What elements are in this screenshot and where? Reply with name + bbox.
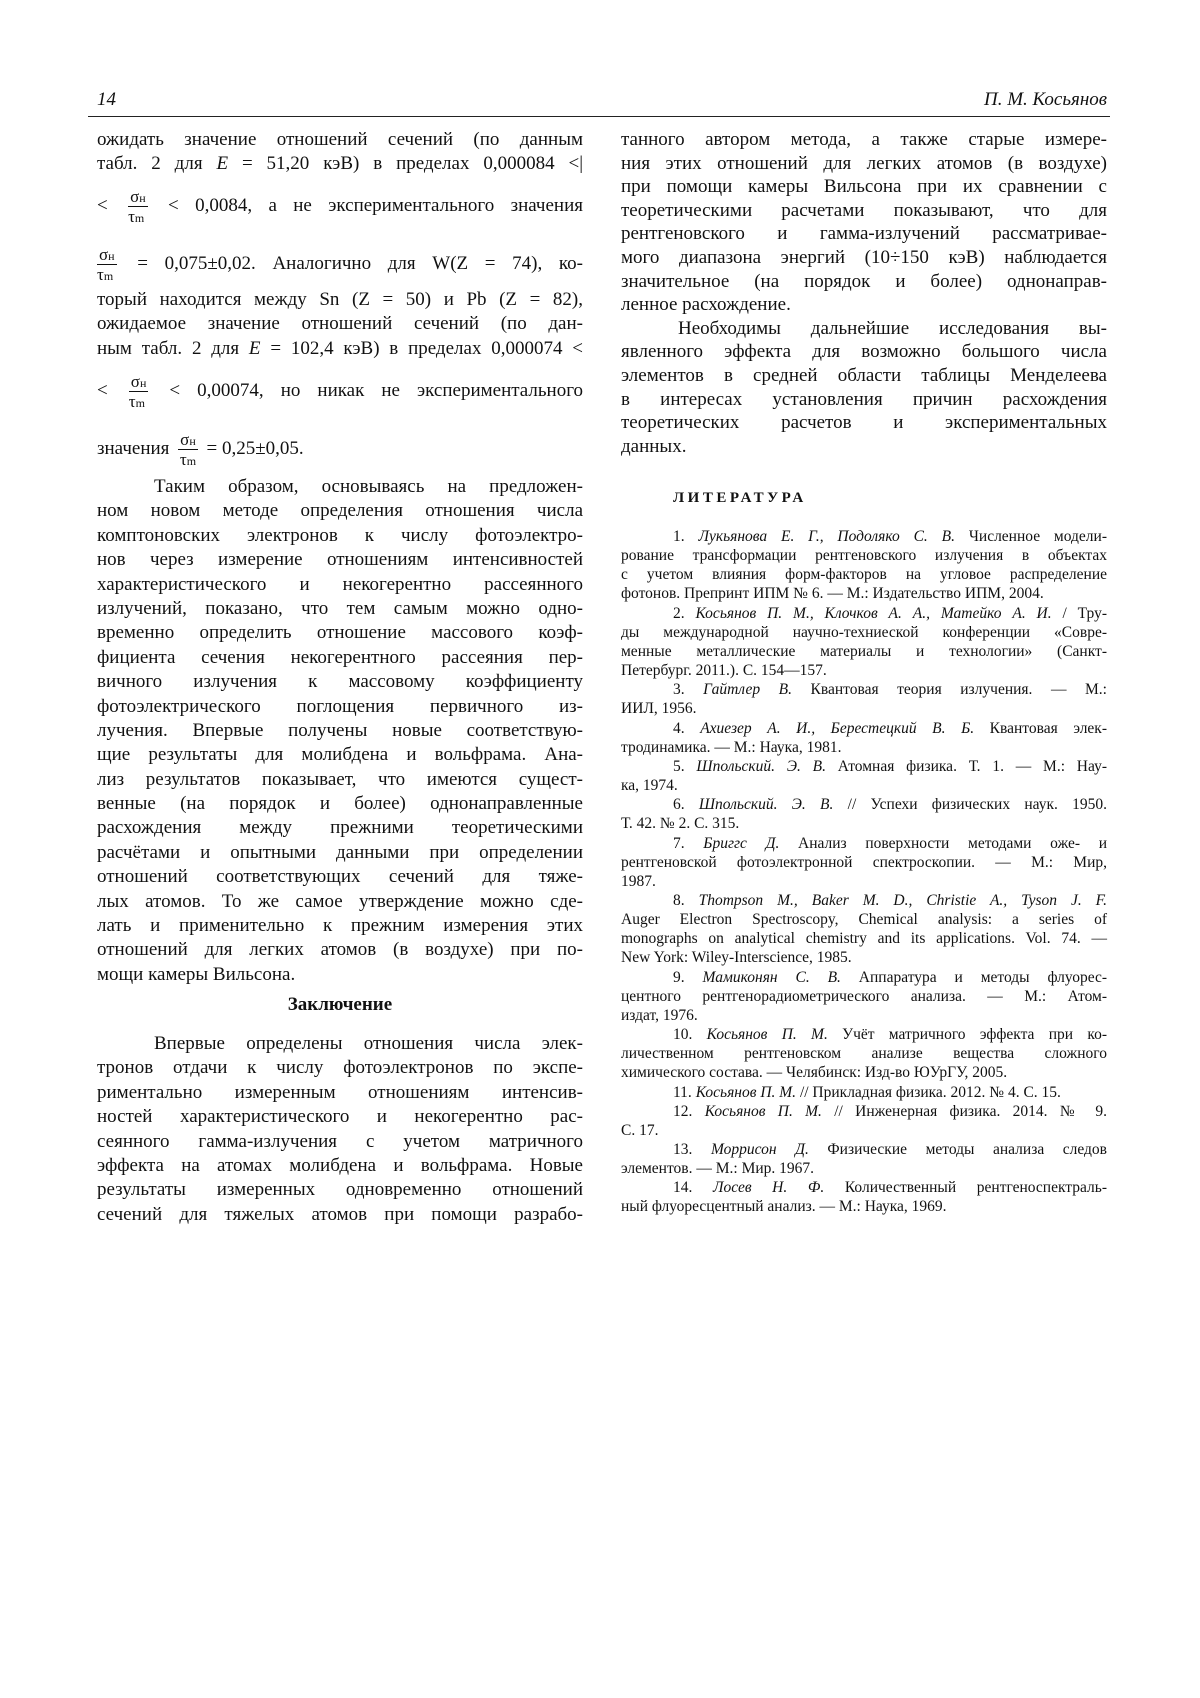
text-line: Необходимы дальнейшие исследования вы- bbox=[678, 317, 1107, 339]
reference-title: Учёт матричного эффекта при ко- bbox=[827, 1026, 1107, 1044]
text-line: рентгеновского и гамма-излучений рассматривае- bbox=[621, 223, 1107, 245]
reference-item bbox=[621, 527, 1107, 604]
reference-item bbox=[621, 1025, 1107, 1082]
text-line: венные (на порядок и более) однонаправленные bbox=[97, 793, 583, 815]
final-paragraph bbox=[621, 317, 1107, 459]
running-head-author: П. М. Косьянов bbox=[983, 89, 1107, 110]
text-line: лиз результатов показывает, что имеются сущест- bbox=[97, 768, 583, 790]
text-line: в интересах установления причин расхождения bbox=[621, 388, 1107, 410]
reference-line: фотонов. Препринт ИПМ № 6. — М.: Издательство ИПМ, 2004. bbox=[621, 585, 1044, 603]
reference-number: 4. bbox=[673, 719, 701, 737]
reference-line: личественном рентгеновском анализе вещества сложного bbox=[621, 1045, 1107, 1063]
reference-number: 11. bbox=[673, 1083, 696, 1101]
reference-line: Петербург. 2011.). С. 154—157. bbox=[621, 662, 827, 680]
text-line: лых атомов. То же самое утверждение можно сде- bbox=[97, 890, 583, 912]
formula-line-1: < $\frac{\sigma н}{\tau m}$ < 0,0084, а не экспериментального значения bbox=[97, 187, 583, 226]
left-text-block bbox=[97, 288, 583, 361]
text-line: результаты измеренных одновременно отношений bbox=[97, 1179, 583, 1201]
text-line: данных. bbox=[621, 435, 687, 457]
reference-authors: Моррисон Д. bbox=[710, 1141, 809, 1158]
reference-item bbox=[621, 1140, 1107, 1178]
reference-item bbox=[621, 1178, 1107, 1216]
text-line: нов через измерение отношениям интенсивностей bbox=[97, 549, 583, 571]
header-rule bbox=[88, 116, 1110, 117]
reference-title: / Тру- bbox=[1051, 604, 1107, 622]
page-number: 14 bbox=[97, 89, 116, 110]
reference-line: центного рентгенорадиометрического анализа. — М.: Атом- bbox=[621, 987, 1107, 1005]
reference-line: ка, 1974. bbox=[621, 777, 678, 795]
text-line: фициента сечения некогерентного рассеяния пер- bbox=[97, 646, 583, 668]
reference-title: Атомная физика. Т. 1. — М.: Нау- bbox=[825, 757, 1107, 775]
reference-first-line bbox=[621, 680, 1107, 699]
text-line: вичного излучения к массовому коэффициенту bbox=[97, 671, 583, 693]
reference-number: 10. bbox=[673, 1026, 707, 1044]
reference-title: // Успехи физических наук. 1950. bbox=[833, 796, 1108, 814]
text-line: сеянного гамма-излучения с учетом матричного bbox=[97, 1130, 583, 1152]
reference-first-line bbox=[621, 834, 1107, 853]
left-text-block bbox=[97, 128, 583, 177]
reference-list bbox=[621, 527, 1107, 1217]
text-line: теоретических расчетов и экспериментальных bbox=[621, 412, 1107, 434]
reference-title: Численное модели- bbox=[954, 528, 1108, 545]
reference-title: Квантовая теория излучения. — М.: bbox=[791, 681, 1107, 699]
fraction-sigma-tau: $\frac{\sigma н}{\tau m}$ bbox=[179, 430, 197, 469]
continuation-paragraph bbox=[621, 128, 1107, 317]
reference-item bbox=[621, 1083, 1107, 1102]
text-line: мощи камеры Вильсона. bbox=[97, 963, 296, 985]
text-line: ожидать значение отношений сечений (по данным bbox=[97, 129, 583, 150]
reference-number: 12. bbox=[673, 1102, 705, 1120]
reference-title: Аппаратура и методы флуорес- bbox=[840, 968, 1108, 986]
reference-item bbox=[621, 757, 1107, 795]
summary-paragraph bbox=[97, 475, 583, 987]
reference-line: ды международной научно-техниеской конференции «Совре- bbox=[621, 623, 1107, 641]
text-line: ном новом методе определения отношения числа bbox=[97, 500, 583, 522]
reference-first-line bbox=[621, 1178, 1107, 1197]
reference-authors: Мамиконян С. В. bbox=[702, 968, 841, 986]
reference-line: monographs on analytical chemistry and its applications. Vol. 74. — bbox=[621, 930, 1107, 948]
text-line: фотоэлектрического поглощения первичного из- bbox=[97, 695, 583, 717]
reference-item bbox=[621, 604, 1107, 681]
reference-first-line bbox=[621, 604, 1107, 623]
reference-first-line bbox=[621, 527, 1107, 546]
reference-line: ный флуоресцентный анализ. — М.: Наука, 1969. bbox=[621, 1198, 947, 1216]
text-line: значительное (на порядок и более) однонаправ- bbox=[621, 270, 1107, 292]
reference-number: 13. bbox=[673, 1141, 711, 1158]
text-line: расхождения между прежними теоретическими bbox=[97, 817, 583, 839]
reference-line: тродинамика. — М.: Наука, 1981. bbox=[621, 738, 842, 756]
text-line: мого диапазона энергий (10÷150 кэВ) наблюдается bbox=[621, 246, 1107, 268]
text-line: при помощи камеры Вильсона при их сравнении с bbox=[621, 176, 1107, 198]
reference-authors: Лосев Н. Ф. bbox=[713, 1179, 825, 1197]
reference-title: // Прикладная физика. 2012. № 4. С. 15. bbox=[796, 1083, 1061, 1101]
reference-title: Количественный рентгеноспектраль- bbox=[824, 1179, 1108, 1197]
reference-authors: Лукьянова Е. Г., Подоляко С. В. bbox=[698, 528, 955, 545]
reference-line: с учетом влияния форм-факторов на угловое распределение bbox=[621, 566, 1107, 584]
reference-authors: Thompson M., Baker M. D., Christie A., Tyson J. F. bbox=[698, 891, 1107, 909]
text-line: элементов в средней области таблицы Менделеева bbox=[621, 364, 1107, 386]
reference-title: Анализ поверхности методами оже- и bbox=[779, 834, 1108, 852]
reference-item bbox=[621, 968, 1107, 1025]
reference-authors: Шпольский. Э. В. bbox=[696, 757, 826, 775]
text-line: временно определить отношение массового коэф- bbox=[97, 622, 583, 644]
fraction-sigma-tau: $\frac{\sigma н}{\tau m}$ bbox=[128, 372, 147, 411]
reference-number: 1. bbox=[673, 528, 699, 545]
reference-authors: Шпольский. Э. В. bbox=[698, 796, 834, 814]
text-line: ленное расхождение. bbox=[621, 294, 791, 316]
text-line: Таким образом, основываясь на предложен- bbox=[154, 476, 583, 497]
reference-line: ИИЛ, 1956. bbox=[621, 700, 697, 718]
text-line: торый находится между Sn (Z = 50) и Pb (Z = 82), bbox=[97, 289, 583, 310]
reference-item bbox=[621, 719, 1107, 757]
text-line: излучений, показано, что тем самым можно одно- bbox=[97, 597, 583, 619]
reference-authors: Косьянов П. М. bbox=[706, 1026, 828, 1044]
literature-heading: ЛИТЕРАТУРА bbox=[673, 490, 807, 506]
reference-number: 14. bbox=[673, 1179, 714, 1197]
reference-item bbox=[621, 680, 1107, 718]
text-line: танного автором метода, а также старые измере- bbox=[621, 129, 1107, 150]
text-line: ния этих отношений для легких атомов (в воздухе) bbox=[621, 152, 1107, 174]
reference-line: С. 17. bbox=[621, 1121, 659, 1139]
formula-line-3: < $\frac{\sigma н}{\tau m}$ < 0,00074, но никак не экспериментального bbox=[97, 372, 584, 411]
reference-number: 5. bbox=[673, 757, 697, 775]
reference-line: химического состава. — Челябинск: Изд-во ЮУрГУ, 2005. bbox=[621, 1064, 1008, 1082]
reference-first-line bbox=[621, 1140, 1107, 1159]
text-line: лучения. Впервые получены новые соответствую- bbox=[97, 719, 583, 741]
text-line: отношений соответствующих сечений для тяже- bbox=[97, 866, 583, 888]
text-line: комптоновских электронов к числу фотоэлектро- bbox=[97, 524, 583, 546]
reference-line: издат, 1976. bbox=[621, 1006, 698, 1024]
text-line: характеристического и некогерентно рассеянного bbox=[97, 573, 583, 595]
reference-first-line bbox=[621, 1083, 1107, 1102]
reference-line: рование трансформации рентгеновского излучения в объектах bbox=[621, 547, 1107, 565]
reference-line: элементов. — М.: Мир. 1967. bbox=[621, 1160, 815, 1178]
reference-first-line bbox=[621, 1102, 1107, 1121]
reference-authors: Бриггс Д. bbox=[703, 834, 780, 852]
text-line: расчётами и опытными данными при определении bbox=[97, 841, 583, 863]
reference-title: // Инженерная физика. 2014. № 9. bbox=[821, 1102, 1107, 1120]
reference-number: 9. bbox=[673, 968, 703, 986]
text-line: ностей характеристического и некогерентно рас- bbox=[97, 1106, 583, 1128]
reference-first-line bbox=[621, 968, 1107, 987]
reference-title: Физические методы анализа следов bbox=[808, 1141, 1108, 1158]
text-line: лать и применительно к прежним измерения этих bbox=[97, 915, 583, 937]
reference-authors: Косьянов П. М. bbox=[704, 1102, 822, 1120]
reference-authors: Косьянов П. М. bbox=[695, 1083, 797, 1101]
reference-authors: Косьянов П. М., Клочков А. А., Матейко А. И. bbox=[695, 604, 1052, 622]
reference-first-line bbox=[621, 757, 1107, 776]
reference-first-line bbox=[621, 795, 1107, 814]
text-line: риментально измеренным отношениям интенсив- bbox=[97, 1081, 583, 1103]
text-line: табл. 2 для E = 51,20 кэВ) в пределах 0,000084 <| bbox=[97, 153, 583, 175]
text-line: ожидаемое значение отношений сечений (по дан- bbox=[97, 313, 583, 335]
reference-authors: Гайтлер В. bbox=[703, 681, 792, 699]
formula-line-2: $\frac{\sigma н}{\tau m}$ = 0,075±0,02. Аналогично для W(Z = 74), ко- bbox=[97, 245, 583, 284]
reference-number: 6. bbox=[673, 796, 699, 814]
text-line: Впервые определены отношения числа элек- bbox=[154, 1033, 583, 1054]
fraction-sigma-tau: $\frac{\sigma н}{\tau m}$ bbox=[128, 187, 146, 226]
conclusion-paragraph bbox=[97, 1032, 583, 1227]
reference-item bbox=[621, 834, 1107, 891]
reference-number: 2. bbox=[673, 604, 696, 622]
text-line: щие результаты для молибдена и вольфрама. Ана- bbox=[97, 744, 583, 766]
reference-number: 7. bbox=[673, 834, 704, 852]
text-line: тронов отдачи к числу фотоэлектронов по экспе- bbox=[97, 1057, 583, 1079]
reference-number: 8. bbox=[673, 891, 699, 909]
reference-number: 3. bbox=[673, 681, 704, 699]
reference-first-line bbox=[621, 719, 1107, 738]
reference-line: рентгеновской фотоэлектронной спектроскопии. — М.: Мир, bbox=[621, 853, 1107, 871]
reference-title: Квантовая элек- bbox=[974, 719, 1107, 737]
reference-first-line bbox=[621, 1025, 1107, 1044]
reference-line: 1987. bbox=[621, 872, 656, 890]
reference-line: менные металлические материалы и технологии» (Санкт- bbox=[621, 642, 1107, 660]
text-line: ным табл. 2 для E = 102,4 кэВ) в пределах 0,000074 < bbox=[97, 337, 583, 359]
text-line: эффекта на атомах молибдена и вольфрама. Новые bbox=[97, 1154, 583, 1176]
fraction-sigma-tau: $\frac{\sigma н}{\tau m}$ bbox=[97, 245, 115, 284]
reference-item bbox=[621, 795, 1107, 833]
text-line: сечений для тяжелых атомов при помощи разрабо- bbox=[97, 1203, 583, 1225]
formula-line-4: значения $\frac{\sigma н}{\tau m}$ = 0,25±0,05. bbox=[97, 430, 304, 469]
reference-line: Т. 42. № 2. С. 315. bbox=[621, 815, 740, 833]
reference-item bbox=[621, 1102, 1107, 1140]
reference-line: New York: Wiley-Interscience, 1985. bbox=[621, 949, 852, 967]
reference-authors: Ахиезер А. И., Берестецкий В. Б. bbox=[700, 719, 975, 737]
reference-first-line bbox=[621, 891, 1107, 910]
conclusion-heading: Заключение bbox=[287, 994, 393, 1015]
reference-item bbox=[621, 891, 1107, 968]
text-line: теоретическими расчетами показывают, что для bbox=[621, 199, 1107, 221]
reference-line: Auger Electron Spectroscopy, Chemical analysis: a series of bbox=[621, 911, 1107, 929]
text-line: явленного эффекта для возможно большого числа bbox=[621, 341, 1107, 363]
text-line: отношений для легких атомов (в воздухе) при по- bbox=[97, 939, 583, 961]
